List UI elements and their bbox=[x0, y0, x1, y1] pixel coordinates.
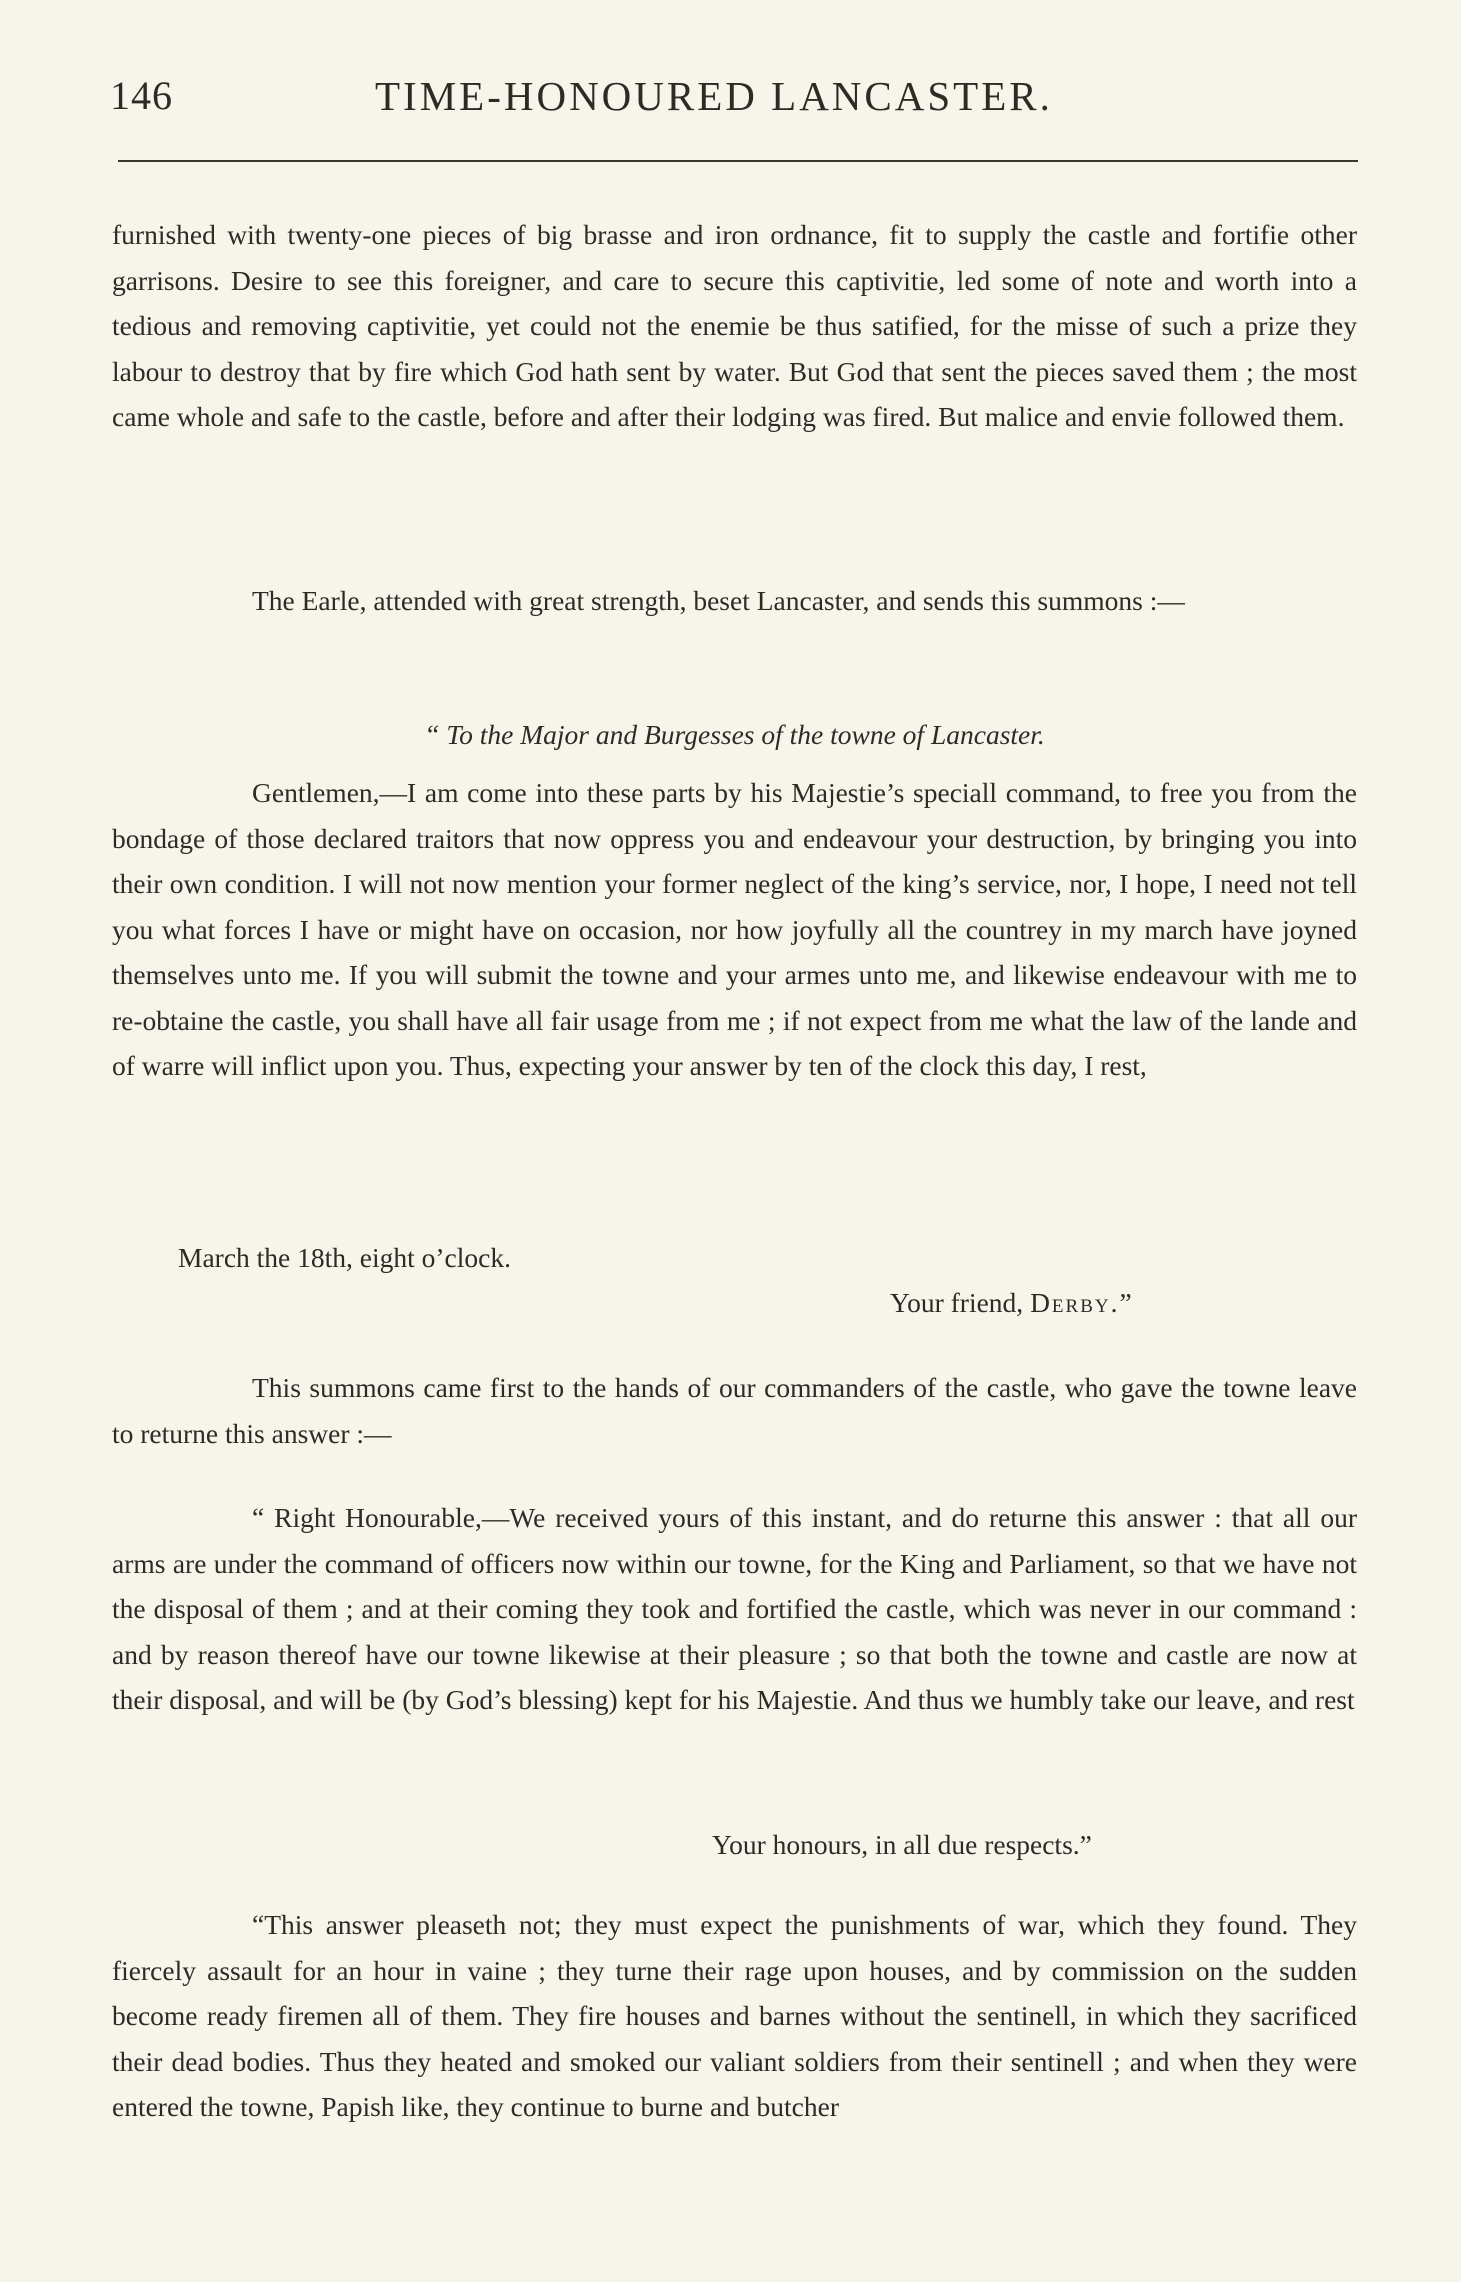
running-title: TIME-HONOURED LANCASTER. bbox=[375, 73, 1053, 119]
paragraph-3: Gentlemen,—I am come into these parts by his Majestie’s speciall command, to free you from the bondage of those declared traitors that now oppress you and endeavour your destruction, by bringing you into their own condition. I will not now mention your former neglect of the king’s service, nor, I hope, I need not tell you what forces I have or might have on occasion, nor how joyfully all the countrey in my march have joyned themselves unto me. If you will submit the towne and your armes unto me, and likewise endeavour with me to re-obtaine the castle, you shall have all fair usage from me ; if not expect from me what the law of the lande and of warre will inflict upon you. Thus, expecting your answer by ten of the clock this day, I rest, bbox=[112, 777, 1357, 1081]
date-line: March the 18th, eight o’clock. bbox=[178, 1242, 511, 1273]
header-rule bbox=[118, 160, 1358, 162]
commanders-block bbox=[112, 1365, 1357, 1456]
summons-intro-block bbox=[112, 578, 1357, 624]
paragraph-4: This summons came first to the hands of our commanders of the castle, who gave the towne leave to returne this answer :— bbox=[112, 1372, 1357, 1449]
paragraph-1: furnished with twenty-one pieces of big brasse and iron ordnance, fit to supply the castle and fortifie other garrisons. Desire to see this foreigner, and care to secure this captivitie, led some of note and worth into a tedious and removing captivitie, yet could not the enemie be thus satified, for the misse of such a prize they labour to destroy that by fire which God hath sent by water. But God that sent the pieces saved them ; the most came whole and safe to the castle, before and after their lodging was fired. But malice and envie followed them. bbox=[112, 219, 1357, 432]
running-head bbox=[110, 72, 1351, 122]
paragraph-5: “ Right Honourable,—We received yours of this instant, and do returne this answer : that all our arms are under the command of officers now within our towne, for the King and Parliament, so that we have not the disposal of them ; and at their coming they took and fortified the castle, which was never in our command : and by reason thereof have our towne likewise at their pleasure ; so that both the towne and castle are now at their disposal, and will be (by God’s blessing) kept for his Majestie. And thus we humbly take our leave, and rest bbox=[112, 1502, 1357, 1715]
signoff-close: ” bbox=[1119, 1287, 1132, 1318]
final-block bbox=[112, 1902, 1357, 2130]
letter-heading: “ To the Major and Burgesses of the towne of Lancaster. bbox=[424, 719, 1045, 750]
page-number: 146 bbox=[110, 73, 173, 118]
letter-body-block bbox=[112, 770, 1357, 1089]
paragraph-6: “This answer pleaseth not; they must expect the punishments of war, which they found. They fiercely assault for an hour in vaine ; they turne their rage upon houses, and by commission on the sudden become ready firemen all of them. They fire houses and barnes without the sentinell, in which they sacrificed their dead bodies. Thus they heated and smoked our valiant soldiers from their sentinell ; and when they were entered the towne, Papish like, they continue to burne and butcher bbox=[112, 1909, 1357, 2122]
paragraph-2: The Earle, attended with great strength, beset Lancaster, and sends this summons :— bbox=[252, 585, 1185, 616]
signoff-name: Derby. bbox=[1030, 1287, 1120, 1318]
body-text-top bbox=[112, 212, 1357, 440]
signoff-prefix: Your friend, bbox=[890, 1287, 1024, 1318]
answer-block bbox=[112, 1495, 1357, 1723]
answer-closing: Your honours, in all due respects.” bbox=[712, 1829, 1092, 1860]
letter-signoff bbox=[890, 1280, 1132, 1325]
